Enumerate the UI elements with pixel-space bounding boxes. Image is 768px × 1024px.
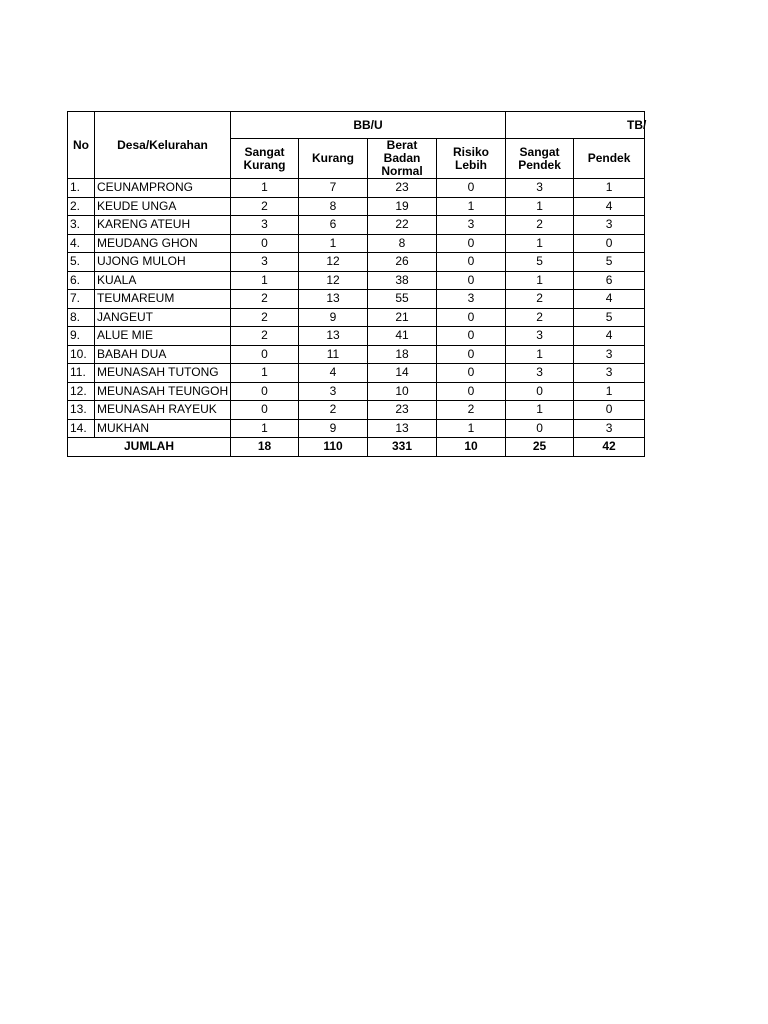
row-number: 1. <box>68 179 95 198</box>
total-value: 42 <box>574 438 645 457</box>
table-row <box>68 327 645 346</box>
table-row <box>68 253 645 272</box>
village-name: MUKHAN <box>95 419 231 438</box>
value-cell: 4 <box>299 364 368 383</box>
value-cell: 0 <box>574 401 645 420</box>
value-cell: 2 <box>231 308 299 327</box>
value-cell: 3 <box>437 216 506 235</box>
value-cell: 2 <box>231 197 299 216</box>
village-name: KARENG ATEUH <box>95 216 231 235</box>
value-cell: 1 <box>437 419 506 438</box>
table-row <box>68 179 645 198</box>
value-cell: 55 <box>368 290 437 309</box>
table-row <box>68 271 645 290</box>
table-row <box>68 197 645 216</box>
value-cell: 19 <box>368 197 437 216</box>
value-cell: 0 <box>437 364 506 383</box>
row-number: 8. <box>68 308 95 327</box>
value-cell: 0 <box>574 234 645 253</box>
value-cell: 1 <box>506 234 574 253</box>
village-name: ALUE MIE <box>95 327 231 346</box>
value-cell: 3 <box>506 327 574 346</box>
row-number: 5. <box>68 253 95 272</box>
value-cell: 2 <box>506 308 574 327</box>
value-cell: 6 <box>299 216 368 235</box>
value-cell: 1 <box>574 179 645 198</box>
header-risiko-lebih: Risiko Lebih <box>437 139 506 179</box>
value-cell: 3 <box>506 364 574 383</box>
header-kurang: Kurang <box>299 139 368 179</box>
value-cell: 1 <box>506 401 574 420</box>
table-row <box>68 234 645 253</box>
value-cell: 1 <box>299 234 368 253</box>
village-name: TEUMAREUM <box>95 290 231 309</box>
value-cell: 4 <box>574 197 645 216</box>
village-name: MEUNASAH TUTONG <box>95 364 231 383</box>
row-number: 9. <box>68 327 95 346</box>
value-cell: 0 <box>231 345 299 364</box>
value-cell: 23 <box>368 179 437 198</box>
value-cell: 0 <box>437 271 506 290</box>
value-cell: 0 <box>231 382 299 401</box>
table-row <box>68 382 645 401</box>
total-value: 110 <box>299 438 368 457</box>
value-cell: 3 <box>574 216 645 235</box>
table-row <box>68 345 645 364</box>
value-cell: 0 <box>231 234 299 253</box>
value-cell: 26 <box>368 253 437 272</box>
value-cell: 1 <box>231 364 299 383</box>
row-number: 14. <box>68 419 95 438</box>
total-label: JUMLAH <box>68 438 231 457</box>
value-cell: 3 <box>437 290 506 309</box>
value-cell: 7 <box>299 179 368 198</box>
value-cell: 9 <box>299 308 368 327</box>
value-cell: 23 <box>368 401 437 420</box>
value-cell: 2 <box>506 290 574 309</box>
nutrition-status-table <box>67 111 645 457</box>
value-cell: 0 <box>437 308 506 327</box>
total-value: 25 <box>506 438 574 457</box>
table-row <box>68 308 645 327</box>
value-cell: 0 <box>506 419 574 438</box>
value-cell: 0 <box>437 345 506 364</box>
row-number: 10. <box>68 345 95 364</box>
value-cell: 0 <box>231 401 299 420</box>
value-cell: 0 <box>437 179 506 198</box>
value-cell: 0 <box>437 382 506 401</box>
header-tbu: TB/ <box>506 112 645 139</box>
value-cell: 1 <box>231 179 299 198</box>
village-name: KUALA <box>95 271 231 290</box>
value-cell: 3 <box>506 179 574 198</box>
value-cell: 8 <box>368 234 437 253</box>
value-cell: 3 <box>231 216 299 235</box>
value-cell: 8 <box>299 197 368 216</box>
village-name: MEUNASAH RAYEUK <box>95 401 231 420</box>
row-number: 12. <box>68 382 95 401</box>
village-name: UJONG MULOH <box>95 253 231 272</box>
header-sangat-pendek: Sangat Pendek <box>506 139 574 179</box>
value-cell: 3 <box>574 345 645 364</box>
value-cell: 1 <box>231 419 299 438</box>
value-cell: 21 <box>368 308 437 327</box>
row-number: 4. <box>68 234 95 253</box>
table-row <box>68 401 645 420</box>
value-cell: 22 <box>368 216 437 235</box>
header-berat-badan-normal: Berat Badan Normal <box>368 139 437 179</box>
value-cell: 2 <box>437 401 506 420</box>
value-cell: 2 <box>231 327 299 346</box>
row-number: 11. <box>68 364 95 383</box>
value-cell: 13 <box>299 327 368 346</box>
data-table-container <box>67 111 647 454</box>
value-cell: 0 <box>437 234 506 253</box>
village-name: JANGEUT <box>95 308 231 327</box>
table-row <box>68 216 645 235</box>
value-cell: 10 <box>368 382 437 401</box>
header-bbu: BB/U <box>231 112 506 139</box>
value-cell: 9 <box>299 419 368 438</box>
header-sangat-kurang: Sangat Kurang <box>231 139 299 179</box>
value-cell: 38 <box>368 271 437 290</box>
row-number: 13. <box>68 401 95 420</box>
table-row <box>68 290 645 309</box>
value-cell: 13 <box>299 290 368 309</box>
value-cell: 2 <box>231 290 299 309</box>
value-cell: 1 <box>506 271 574 290</box>
value-cell: 1 <box>231 271 299 290</box>
value-cell: 12 <box>299 271 368 290</box>
value-cell: 5 <box>506 253 574 272</box>
table-row <box>68 419 645 438</box>
header-pendek: Pendek <box>574 139 645 179</box>
value-cell: 0 <box>437 327 506 346</box>
value-cell: 6 <box>574 271 645 290</box>
table-row <box>68 364 645 383</box>
value-cell: 3 <box>574 419 645 438</box>
value-cell: 11 <box>299 345 368 364</box>
value-cell: 0 <box>506 382 574 401</box>
village-name: BABAH DUA <box>95 345 231 364</box>
value-cell: 4 <box>574 327 645 346</box>
row-number: 6. <box>68 271 95 290</box>
table-body <box>68 179 645 457</box>
total-value: 10 <box>437 438 506 457</box>
value-cell: 41 <box>368 327 437 346</box>
value-cell: 1 <box>574 382 645 401</box>
value-cell: 1 <box>506 197 574 216</box>
header-desa: Desa/Kelurahan <box>95 112 231 179</box>
value-cell: 2 <box>506 216 574 235</box>
row-number: 7. <box>68 290 95 309</box>
value-cell: 4 <box>574 290 645 309</box>
total-value: 18 <box>231 438 299 457</box>
value-cell: 3 <box>231 253 299 272</box>
value-cell: 1 <box>437 197 506 216</box>
row-number: 3. <box>68 216 95 235</box>
value-cell: 0 <box>437 253 506 272</box>
value-cell: 5 <box>574 253 645 272</box>
value-cell: 13 <box>368 419 437 438</box>
value-cell: 5 <box>574 308 645 327</box>
value-cell: 2 <box>299 401 368 420</box>
total-value: 331 <box>368 438 437 457</box>
value-cell: 3 <box>299 382 368 401</box>
village-name: CEUNAMPRONG <box>95 179 231 198</box>
row-number: 2. <box>68 197 95 216</box>
value-cell: 12 <box>299 253 368 272</box>
village-name: KEUDE UNGA <box>95 197 231 216</box>
value-cell: 1 <box>506 345 574 364</box>
village-name: MEUNASAH TEUNGOH <box>95 382 231 401</box>
value-cell: 3 <box>574 364 645 383</box>
header-no: No <box>68 112 95 179</box>
value-cell: 18 <box>368 345 437 364</box>
total-row <box>68 438 645 457</box>
village-name: MEUDANG GHON <box>95 234 231 253</box>
value-cell: 14 <box>368 364 437 383</box>
